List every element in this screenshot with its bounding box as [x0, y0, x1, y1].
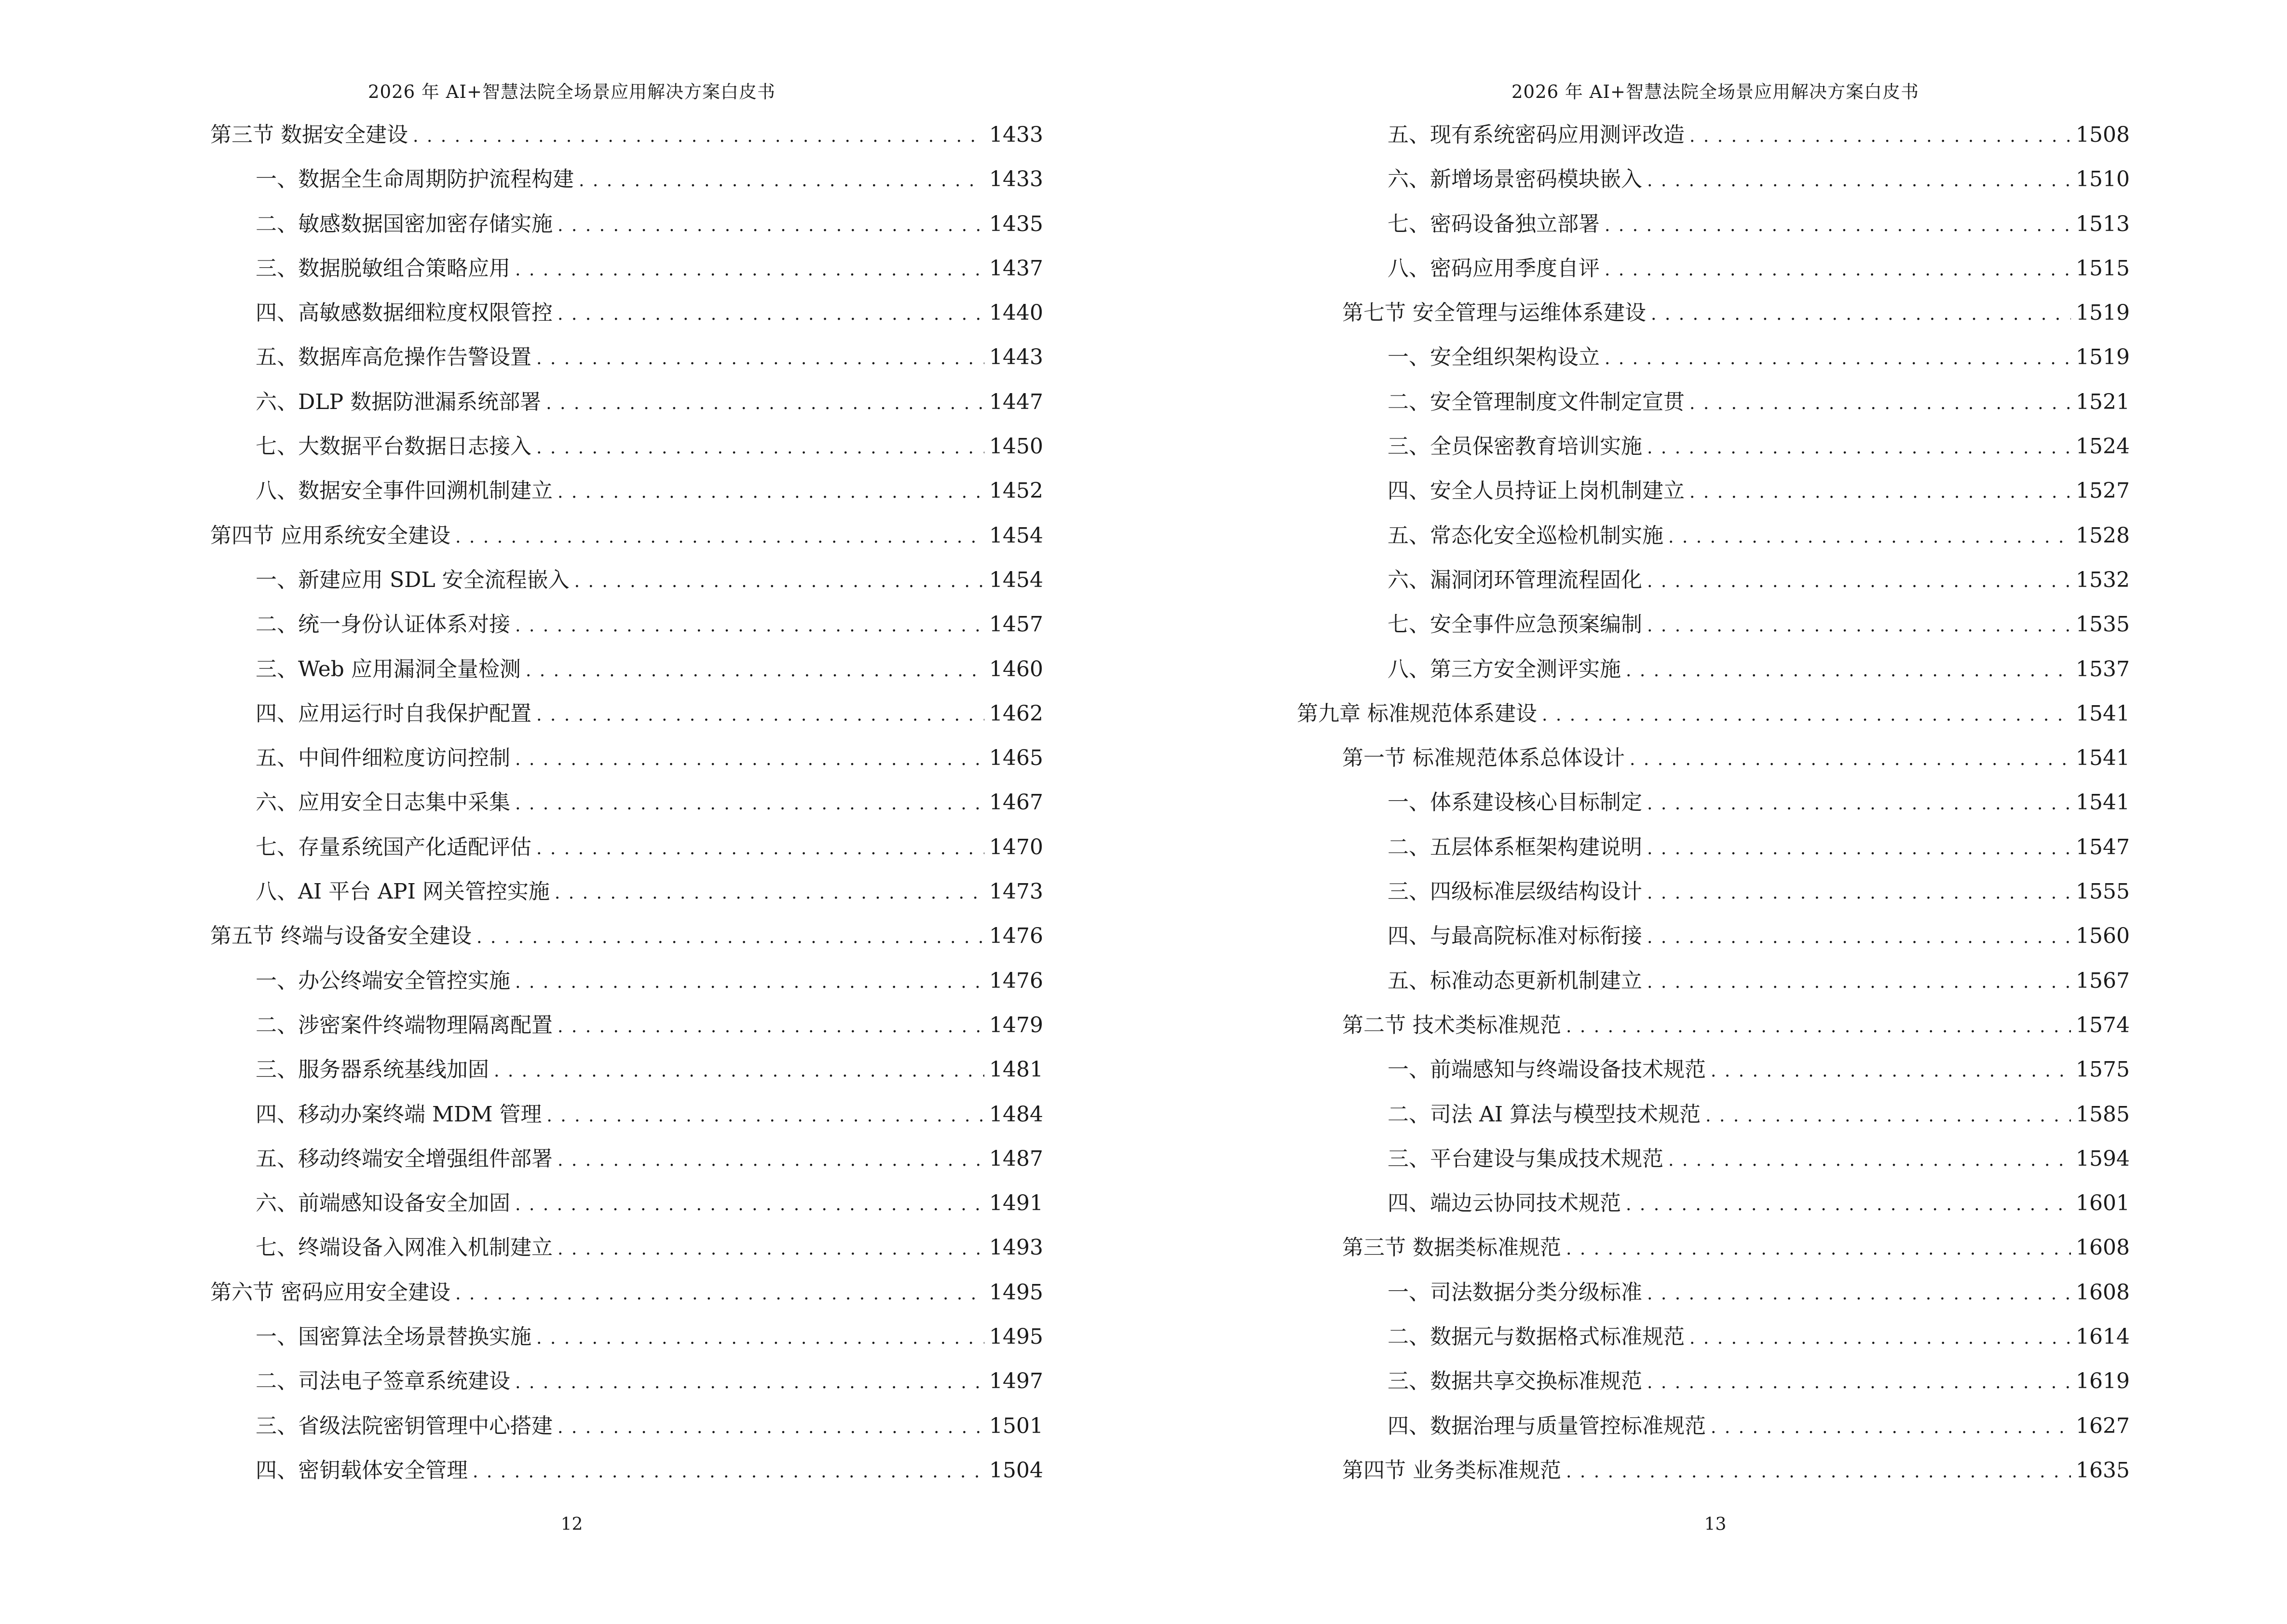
- toc-entry-title: 三、平台建设与集成技术规范: [1388, 1146, 1663, 1171]
- toc-entry-page: 1635: [2076, 1458, 2130, 1483]
- toc-leader-dots: [574, 560, 984, 604]
- toc-leader-dots: [1647, 604, 2071, 648]
- toc-leader-dots: [1605, 204, 2071, 248]
- toc-entry-item[interactable]: [1297, 602, 2130, 647]
- toc-entry-section[interactable]: [1297, 1448, 2130, 1493]
- toc-leader-dots: [546, 382, 984, 426]
- toc-leader-dots: [1651, 292, 2071, 337]
- page-header: 2026 年 AI+智慧法院全场景应用解决方案白皮书: [1511, 82, 1919, 102]
- toc-entry-item[interactable]: [1297, 914, 2130, 958]
- toc-entry-item[interactable]: [1297, 157, 2130, 202]
- toc-leader-dots: [1711, 1406, 2071, 1450]
- toc-leader-dots: [558, 470, 984, 515]
- toc-entry-item[interactable]: [210, 602, 1043, 647]
- toc-entry-page: 1493: [989, 1235, 1043, 1260]
- toc-leader-dots: [1689, 1316, 2071, 1361]
- toc-leader-dots: [1605, 337, 2071, 381]
- toc-entry-title: 第四节 应用系统安全建设: [210, 523, 450, 548]
- toc-entry-page: 1497: [989, 1369, 1043, 1394]
- toc-entry-title: 五、中间件细粒度访问控制: [256, 746, 510, 771]
- toc-entry-page: 1457: [989, 612, 1043, 637]
- toc-entry-item[interactable]: [210, 157, 1043, 202]
- toc-leader-dots: [1689, 382, 2071, 426]
- toc-entry-title: 一、体系建设核心目标制定: [1388, 790, 1642, 815]
- toc-entry-title: 三、四级标准层级结构设计: [1388, 879, 1642, 904]
- toc-entry-page: 1440: [989, 300, 1043, 326]
- toc-entry-item[interactable]: [210, 335, 1043, 380]
- page-number: 13: [1704, 1515, 1727, 1534]
- toc-entry-title: 第六节 密码应用安全建设: [210, 1280, 450, 1305]
- toc-entry-item[interactable]: [210, 1226, 1043, 1270]
- right-page: [1144, 0, 2287, 1624]
- toc-entry-item[interactable]: [1297, 469, 2130, 513]
- toc-entry-page: 1433: [989, 123, 1043, 147]
- toc-leader-dots: [1566, 1227, 2071, 1271]
- toc-entry-title: 五、现有系统密码应用测评改造: [1388, 123, 1685, 147]
- toc-entry-page: 1465: [989, 746, 1043, 771]
- toc-entry-item[interactable]: [210, 959, 1043, 1003]
- toc-entry-chapter[interactable]: [1297, 692, 2130, 736]
- toc-leader-dots: [1647, 1361, 2071, 1405]
- toc-entry-item[interactable]: [1297, 1137, 2130, 1181]
- toc-entry-page: 1435: [989, 211, 1043, 236]
- toc-entry-item[interactable]: [1297, 870, 2130, 914]
- toc-entry-title: 四、端边云协同技术规范: [1388, 1191, 1621, 1216]
- toc-entry-item[interactable]: [210, 870, 1043, 914]
- toc-entry-title: 第五节 终端与设备安全建设: [210, 924, 472, 949]
- table-of-contents: [1297, 113, 2130, 1493]
- toc-entry-page: 1528: [2076, 523, 2130, 548]
- toc-entry-title: 六、漏洞闭环管理流程固化: [1388, 567, 1642, 592]
- toc-entry-title: 七、安全事件应急预案编制: [1388, 612, 1642, 637]
- toc-leader-dots: [536, 827, 984, 871]
- toc-entry-page: 1535: [2076, 612, 2130, 637]
- toc-leader-dots: [476, 915, 984, 960]
- toc-entry-item[interactable]: [210, 1448, 1043, 1493]
- toc-leader-dots: [1647, 871, 2071, 915]
- toc-leader-dots: [413, 114, 984, 159]
- toc-entry-item[interactable]: [210, 1404, 1043, 1448]
- toc-leader-dots: [1647, 560, 2071, 604]
- toc-entry-title: 二、五层体系框架构建说明: [1388, 834, 1642, 860]
- toc-entry-page: 1541: [2076, 746, 2130, 771]
- toc-entry-title: 八、AI 平台 API 网关管控实施: [256, 879, 550, 904]
- toc-entry-item[interactable]: [210, 558, 1043, 602]
- toc-leader-dots: [1630, 737, 2071, 782]
- toc-entry-item[interactable]: [1297, 558, 2130, 602]
- toc-leader-dots: [515, 737, 984, 782]
- toc-entry-page: 1450: [989, 434, 1043, 459]
- toc-entry-section[interactable]: [1297, 1226, 2130, 1270]
- toc-entry-section[interactable]: [210, 113, 1043, 157]
- toc-entry-title: 第二节 技术类标准规范: [1342, 1012, 1561, 1037]
- toc-entry-page: 1447: [989, 389, 1043, 414]
- toc-entry-page: 1537: [2076, 656, 2130, 682]
- toc-entry-page: 1515: [2076, 256, 2130, 281]
- toc-leader-dots: [558, 1005, 984, 1049]
- toc-leader-dots: [558, 204, 984, 248]
- toc-entry-page: 1452: [989, 478, 1043, 504]
- toc-entry-page: 1491: [989, 1191, 1043, 1216]
- toc-entry-title: 六、应用安全日志集中采集: [256, 790, 510, 815]
- toc-entry-title: 六、前端感知设备安全加固: [256, 1191, 510, 1216]
- toc-entry-page: 1508: [2076, 123, 2130, 147]
- toc-entry-item[interactable]: [1297, 959, 2130, 1003]
- toc-entry-item[interactable]: [1297, 335, 2130, 380]
- toc-entry-page: 1555: [2076, 879, 2130, 904]
- toc-leader-dots: [455, 515, 984, 560]
- toc-leader-dots: [515, 960, 984, 1005]
- toc-entry-title: 七、存量系统国产化适配评估: [256, 834, 531, 860]
- toc-entry-title: 第七节 安全管理与运维体系建设: [1342, 300, 1646, 326]
- toc-entry-item[interactable]: [1297, 113, 2130, 157]
- toc-leader-dots: [1711, 1049, 2071, 1093]
- toc-entry-title: 一、安全组织架构设立: [1388, 345, 1600, 370]
- toc-leader-dots: [1647, 1272, 2071, 1316]
- toc-entry-title: 一、司法数据分类分级标准: [1388, 1280, 1642, 1305]
- toc-entry-page: 1470: [989, 834, 1043, 860]
- toc-entry-section[interactable]: [210, 514, 1043, 558]
- toc-entry-title: 三、Web 应用漏洞全量检测: [256, 656, 521, 682]
- toc-entry-title: 五、移动终端安全增强组件部署: [256, 1146, 553, 1171]
- toc-entry-page: 1501: [989, 1413, 1043, 1438]
- toc-leader-dots: [1542, 693, 2071, 737]
- toc-entry-item[interactable]: [1297, 514, 2130, 558]
- toc-entry-title: 一、数据全生命周期防护流程构建: [256, 167, 574, 192]
- toc-entry-item[interactable]: [1297, 1048, 2130, 1092]
- toc-leader-dots: [455, 1272, 984, 1316]
- toc-entry-page: 1627: [2076, 1413, 2130, 1438]
- toc-entry-page: 1619: [2076, 1369, 2130, 1394]
- toc-entry-title: 七、大数据平台数据日志接入: [256, 434, 531, 459]
- toc-entry-item[interactable]: [210, 202, 1043, 246]
- toc-entry-title: 第四节 业务类标准规范: [1342, 1458, 1561, 1483]
- toc-entry-title: 二、敏感数据国密加密存储实施: [256, 211, 553, 236]
- toc-leader-dots: [1566, 1450, 2071, 1494]
- toc-entry-title: 二、司法电子签章系统建设: [256, 1369, 510, 1394]
- toc-leader-dots: [536, 426, 984, 470]
- toc-entry-page: 1541: [2076, 790, 2130, 815]
- toc-entry-page: 1601: [2076, 1191, 2130, 1216]
- toc-leader-dots: [1647, 159, 2071, 203]
- toc-leader-dots: [1647, 426, 2071, 470]
- toc-entry-title: 三、省级法院密钥管理中心搭建: [256, 1413, 553, 1438]
- toc-leader-dots: [555, 871, 984, 915]
- toc-entry-title: 七、终端设备入网准入机制建立: [256, 1235, 553, 1260]
- toc-entry-page: 1541: [2076, 701, 2130, 726]
- toc-entry-page: 1524: [2076, 434, 2130, 459]
- toc-entry-item[interactable]: [210, 469, 1043, 513]
- toc-entry-item[interactable]: [1297, 825, 2130, 870]
- toc-entry-item[interactable]: [210, 424, 1043, 469]
- toc-leader-dots: [1605, 248, 2071, 292]
- toc-entry-page: 1594: [2076, 1146, 2130, 1171]
- toc-entry-item[interactable]: [1297, 1181, 2130, 1226]
- toc-entry-section[interactable]: [1297, 736, 2130, 780]
- toc-entry-item[interactable]: [1297, 380, 2130, 424]
- toc-entry-item[interactable]: [210, 1048, 1043, 1092]
- toc-entry-page: 1567: [2076, 968, 2130, 993]
- toc-entry-page: 1560: [2076, 924, 2130, 949]
- toc-entry-item[interactable]: [1297, 246, 2130, 291]
- toc-entry-page: 1462: [989, 701, 1043, 726]
- toc-entry-title: 一、新建应用 SDL 安全流程嵌入: [256, 567, 570, 592]
- toc-entry-page: 1521: [2076, 389, 2130, 414]
- toc-leader-dots: [1689, 470, 2071, 515]
- toc-entry-title: 七、密码设备独立部署: [1388, 211, 1600, 236]
- toc-entry-page: 1484: [989, 1102, 1043, 1127]
- toc-entry-item[interactable]: [210, 1315, 1043, 1359]
- toc-entry-title: 四、数据治理与质量管控标准规范: [1388, 1413, 1706, 1438]
- toc-entry-item[interactable]: [210, 692, 1043, 736]
- toc-entry-section[interactable]: [1297, 1003, 2130, 1048]
- toc-entry-item[interactable]: [210, 380, 1043, 424]
- toc-leader-dots: [1626, 1183, 2071, 1227]
- toc-leader-dots: [558, 1138, 984, 1183]
- toc-entry-item[interactable]: [1297, 424, 2130, 469]
- toc-entry-title: 第三节 数据安全建设: [210, 123, 408, 147]
- toc-entry-item[interactable]: [1297, 1359, 2130, 1404]
- toc-leader-dots: [494, 1049, 984, 1093]
- toc-entry-title: 第三节 数据类标准规范: [1342, 1235, 1561, 1260]
- toc-entry-title: 三、数据共享交换标准规范: [1388, 1369, 1642, 1394]
- toc-entry-title: 二、数据元与数据格式标准规范: [1388, 1324, 1685, 1350]
- toc-leader-dots: [1566, 1005, 2071, 1049]
- toc-leader-dots: [526, 649, 984, 693]
- toc-entry-page: 1585: [2076, 1102, 2130, 1127]
- page-number: 12: [560, 1515, 583, 1534]
- toc-leader-dots: [558, 292, 984, 337]
- toc-entry-title: 第一节 标准规范体系总体设计: [1342, 746, 1625, 771]
- toc-entry-section[interactable]: [1297, 291, 2130, 335]
- toc-leader-dots: [473, 1450, 984, 1494]
- toc-entry-page: 1608: [2076, 1280, 2130, 1305]
- toc-leader-dots: [1626, 649, 2071, 693]
- toc-entry-item[interactable]: [1297, 1092, 2130, 1137]
- toc-entry-item[interactable]: [1297, 202, 2130, 246]
- toc-entry-item[interactable]: [210, 1359, 1043, 1404]
- toc-leader-dots: [536, 1316, 984, 1361]
- toc-leader-dots: [1647, 960, 2071, 1005]
- toc-entry-page: 1476: [989, 924, 1043, 949]
- toc-entry-title: 三、服务器系统基线加固: [256, 1057, 489, 1082]
- toc-entry-title: 八、第三方安全测评实施: [1388, 656, 1621, 682]
- toc-entry-item[interactable]: [1297, 1315, 2130, 1359]
- toc-entry-item[interactable]: [1297, 780, 2130, 825]
- toc-entry-page: 1487: [989, 1146, 1043, 1171]
- toc-entry-item[interactable]: [210, 1092, 1043, 1137]
- toc-entry-title: 三、数据脱敏组合策略应用: [256, 256, 510, 281]
- toc-entry-section[interactable]: [210, 914, 1043, 958]
- toc-entry-item[interactable]: [1297, 1270, 2130, 1315]
- toc-entry-page: 1575: [2076, 1057, 2130, 1082]
- toc-entry-title: 第九章 标准规范体系建设: [1297, 701, 1537, 726]
- toc-leader-dots: [1689, 114, 2071, 159]
- toc-leader-dots: [536, 693, 984, 737]
- toc-leader-dots: [1647, 782, 2071, 826]
- toc-leader-dots: [1647, 915, 2071, 960]
- toc-leader-dots: [515, 604, 984, 648]
- toc-entry-page: 1547: [2076, 834, 2130, 860]
- toc-entry-title: 二、安全管理制度文件制定宣贯: [1388, 389, 1685, 414]
- toc-entry-item[interactable]: [1297, 1404, 2130, 1448]
- page-header: 2026 年 AI+智慧法院全场景应用解决方案白皮书: [368, 82, 776, 102]
- toc-entry-title: 四、应用运行时自我保护配置: [256, 701, 531, 726]
- toc-entry-title: 一、前端感知与终端设备技术规范: [1388, 1057, 1706, 1082]
- toc-leader-dots: [515, 1183, 984, 1227]
- toc-entry-page: 1527: [2076, 478, 2130, 504]
- toc-entry-title: 八、密码应用季度自评: [1388, 256, 1600, 281]
- toc-entry-item[interactable]: [210, 1181, 1043, 1226]
- toc-entry-page: 1460: [989, 656, 1043, 682]
- toc-entry-page: 1504: [989, 1458, 1043, 1483]
- toc-entry-title: 五、标准动态更新机制建立: [1388, 968, 1642, 993]
- toc-entry-page: 1443: [989, 345, 1043, 370]
- toc-leader-dots: [1668, 515, 2071, 560]
- toc-entry-page: 1495: [989, 1280, 1043, 1305]
- toc-entry-item[interactable]: [210, 1003, 1043, 1048]
- toc-entry-item[interactable]: [210, 291, 1043, 335]
- toc-entry-page: 1532: [2076, 567, 2130, 592]
- toc-entry-page: 1467: [989, 790, 1043, 815]
- toc-entry-page: 1495: [989, 1324, 1043, 1350]
- toc-leader-dots: [558, 1227, 984, 1271]
- toc-entry-item[interactable]: [210, 1137, 1043, 1181]
- toc-entry-page: 1454: [989, 567, 1043, 592]
- toc-entry-page: 1513: [2076, 211, 2130, 236]
- toc-leader-dots: [515, 782, 984, 826]
- table-of-contents: [210, 113, 1043, 1493]
- toc-entry-title: 二、统一身份认证体系对接: [256, 612, 510, 637]
- toc-leader-dots: [579, 159, 984, 203]
- toc-entry-page: 1437: [989, 256, 1043, 281]
- toc-entry-page: 1433: [989, 167, 1043, 192]
- toc-entry-item[interactable]: [210, 647, 1043, 692]
- toc-entry-page: 1476: [989, 968, 1043, 993]
- toc-leader-dots: [1705, 1094, 2071, 1138]
- toc-entry-title: 一、办公终端安全管控实施: [256, 968, 510, 993]
- toc-entry-title: 六、新增场景密码模块嵌入: [1388, 167, 1642, 192]
- toc-entry-page: 1510: [2076, 167, 2130, 192]
- toc-entry-page: 1574: [2076, 1012, 2130, 1037]
- toc-entry-section[interactable]: [210, 1270, 1043, 1315]
- toc-entry-item[interactable]: [210, 825, 1043, 870]
- toc-leader-dots: [558, 1406, 984, 1450]
- toc-entry-item[interactable]: [210, 246, 1043, 291]
- toc-leader-dots: [515, 248, 984, 292]
- toc-entry-title: 六、DLP 数据防泄漏系统部署: [256, 389, 542, 414]
- toc-leader-dots: [1668, 1138, 2071, 1183]
- toc-entry-page: 1608: [2076, 1235, 2130, 1260]
- toc-leader-dots: [536, 337, 984, 381]
- toc-entry-title: 四、高敏感数据细粒度权限管控: [256, 300, 553, 326]
- toc-entry-title: 四、密钥载体安全管理: [256, 1458, 468, 1483]
- toc-leader-dots: [546, 1094, 984, 1138]
- toc-entry-item[interactable]: [210, 780, 1043, 825]
- toc-entry-item[interactable]: [1297, 647, 2130, 692]
- toc-leader-dots: [1647, 827, 2071, 871]
- toc-entry-page: 1454: [989, 523, 1043, 548]
- toc-entry-title: 五、数据库高危操作告警设置: [256, 345, 531, 370]
- toc-entry-page: 1479: [989, 1012, 1043, 1037]
- toc-entry-title: 四、与最高院标准对标衔接: [1388, 924, 1642, 949]
- toc-entry-title: 二、涉密案件终端物理隔离配置: [256, 1012, 553, 1037]
- toc-entry-title: 二、司法 AI 算法与模型技术规范: [1388, 1102, 1701, 1127]
- toc-entry-title: 八、数据安全事件回溯机制建立: [256, 478, 553, 504]
- toc-entry-page: 1614: [2076, 1324, 2130, 1350]
- toc-entry-page: 1519: [2076, 300, 2130, 326]
- toc-entry-page: 1481: [989, 1057, 1043, 1082]
- toc-entry-page: 1473: [989, 879, 1043, 904]
- toc-entry-title: 五、常态化安全巡检机制实施: [1388, 523, 1663, 548]
- toc-entry-title: 四、移动办案终端 MDM 管理: [256, 1102, 542, 1127]
- toc-entry-title: 四、安全人员持证上岗机制建立: [1388, 478, 1685, 504]
- toc-entry-page: 1519: [2076, 345, 2130, 370]
- toc-entry-item[interactable]: [210, 736, 1043, 780]
- toc-entry-title: 三、全员保密教育培训实施: [1388, 434, 1642, 459]
- toc-entry-title: 一、国密算法全场景替换实施: [256, 1324, 531, 1350]
- toc-leader-dots: [515, 1361, 984, 1405]
